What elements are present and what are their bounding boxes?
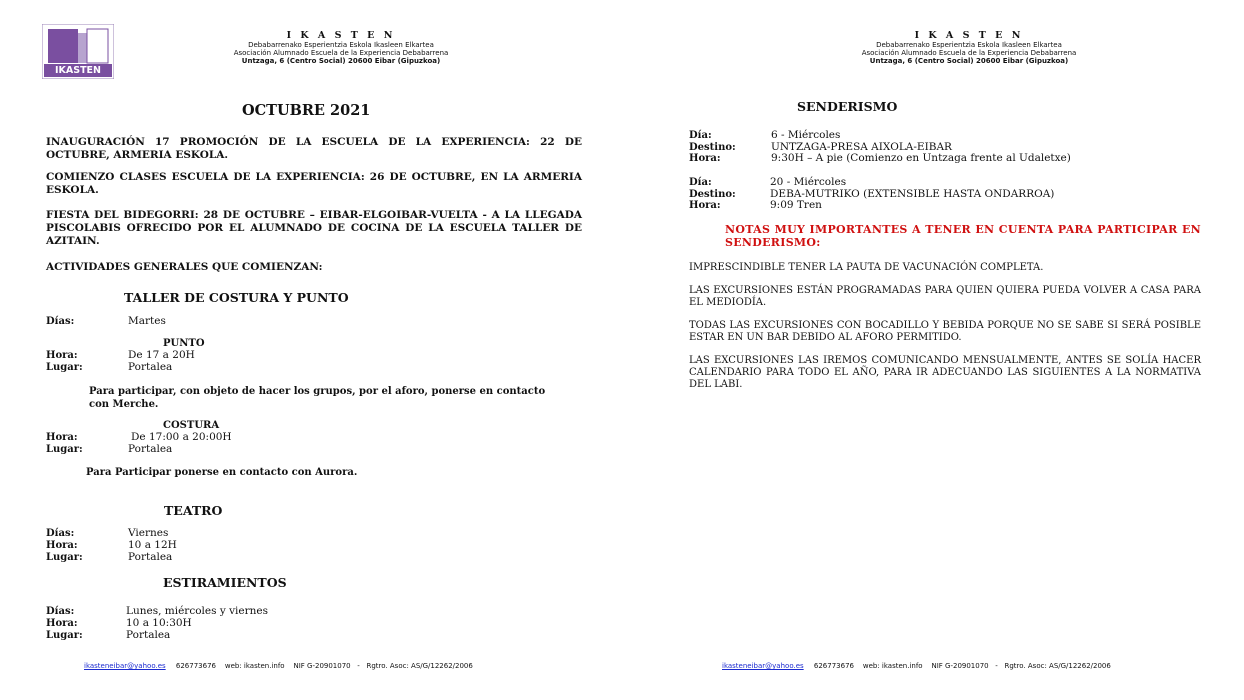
punto-hora-value: De 17 a 20H <box>128 349 195 361</box>
estiramientos-hora-label: Hora: <box>46 618 78 629</box>
announcement-classes: COMIENZO CLASES ESCUELA DE LA EXPERIENCIA: 26 DE OCTUBRE, EN LA ARMERIA ESKOLA. <box>46 171 582 196</box>
trip2-hora-value: 9:09 Tren <box>770 199 822 211</box>
estiramientos-dias-label: Días: <box>46 606 75 617</box>
trip1-dia-value: 6 - Miércoles <box>771 129 841 141</box>
footer-details: 626773676 web: ikasten.info NIF G-20901070 - Rgtro. Asoc: AS/G/12262/2006 <box>813 662 1111 670</box>
org-address: Untzaga, 6 (Centro Social) 20600 Eibar (Gipuzkoa) <box>869 57 1069 65</box>
note-vaccination: IMPRESCINDIBLE TENER LA PAUTA DE VACUNACIÓN COMPLETA. <box>689 262 1044 273</box>
senderismo-notes-title: NOTAS MUY IMPORTANTES A TENER EN CUENTA PARA PARTICIPAR EN SENDERISMO: <box>725 223 1201 249</box>
costura-hora-value: De 17:00 a 20:00H <box>131 431 232 443</box>
trip1-hora-value: 9:30H – A pie (Comienzo en Untzaga frente al Udaletxe) <box>771 152 1071 164</box>
trip2-destino-label: Destino: <box>689 189 736 200</box>
org-address: Untzaga, 6 (Centro Social) 20600 Eibar (Gipuzkoa) <box>241 57 441 65</box>
footer-details: 626773676 web: ikasten.info NIF G-20901070 - Rgtro. Asoc: AS/G/12262/2006 <box>175 662 473 670</box>
note-bocadillo: TODAS LAS EXCURSIONES CON BOCADILLO Y BEBIDA PORQUE NO SE SABE SI SERÁ POSIBLE ESTAR EN UN BAR DEBIDO AL AFORO PERMITIDO. <box>689 320 1201 343</box>
costura-contact-note: Para Participar ponerse en contacto con Aurora. <box>86 467 358 478</box>
trip1-destino-value: UNTZAGA-PRESA AIXOLA-EIBAR <box>771 141 952 153</box>
org-line-2: Asociación Alumnado Escuela de la Experiencia Debabarrena <box>233 49 449 57</box>
page1-footer <box>84 662 473 670</box>
trip2-dia-value: 20 - Miércoles <box>770 176 847 188</box>
announcement-bidegorri: FIESTA DEL BIDEGORRI: 28 DE OCTUBRE – EIBAR-ELGOIBAR-VUELTA - A LA LLEGADA PISCOLABIS OFRECIDO POR EL ALUMNADO DE COCINA DE LA ESCUELA TALLER DE AZITAIN. <box>46 209 582 247</box>
estiramientos-dias-value: Lunes, miércoles y viernes <box>126 605 268 617</box>
costura-title: COSTURA <box>163 420 220 431</box>
org-title: I K A S T E N <box>286 30 396 41</box>
trip2-hora-label: Hora: <box>689 200 721 211</box>
announcement-inauguration: INAUGURACIÓN 17 PROMOCIÓN DE LA ESCUELA DE LA EXPERIENCIA: 22 DE OCTUBRE, ARMERIA ESKOLA. <box>46 136 582 161</box>
punto-contact-note: Para participar, con objeto de hacer los grupos, por el aforo, ponerse en contacto con Merche. <box>89 386 546 410</box>
costura-dias-value: Martes <box>128 315 166 327</box>
org-line-1: Debabarrenako Esperientzia Eskola Ikasleen Elkartea <box>876 41 1062 49</box>
general-activities-heading: ACTIVIDADES GENERALES QUE COMIENZAN: <box>46 261 323 273</box>
org-line-1: Debabarrenako Esperientzia Eskola Ikasleen Elkartea <box>248 41 434 49</box>
punto-title: PUNTO <box>163 338 205 349</box>
estiramientos-hora-value: 10 a 10:30H <box>126 617 192 629</box>
estiramientos-section-title: ESTIRAMIENTOS <box>163 575 287 590</box>
trip2-destino-value: DEBA-MUTRIKO (EXTENSIBLE HASTA ONDARROA) <box>770 188 1055 200</box>
costura-lugar-value: Portalea <box>128 443 173 455</box>
trip1-hora-label: Hora: <box>689 153 721 164</box>
teatro-dias-value: Viernes <box>128 527 169 539</box>
costura-dias-label: Días: <box>46 316 75 327</box>
page2-header <box>838 30 1100 65</box>
trip2-dia-label: Día: <box>689 177 712 188</box>
logo-text: IKASTEN <box>54 65 101 76</box>
page1-header <box>210 30 472 65</box>
teatro-lugar-label: Lugar: <box>46 552 83 563</box>
punto-lugar-label: Lugar: <box>46 362 83 373</box>
trip1-dia-label: Día: <box>689 130 712 141</box>
teatro-lugar-value: Portalea <box>128 551 173 563</box>
month-heading: OCTUBRE 2021 <box>242 102 371 119</box>
note-monthly: LAS EXCURSIONES LAS IREMOS COMUNICANDO MENSUALMENTE, ANTES SE SOLÍA HACER CALENDARIO PARA TODO EL AÑO, PARA IR ADECUANDO LAS SIGUIENTES A LA NORMATIVA DEL LABI. <box>689 355 1201 390</box>
teatro-hora-label: Hora: <box>46 540 78 551</box>
senderismo-heading: SENDERISMO <box>797 99 898 114</box>
org-title: I K A S T E N <box>914 30 1024 41</box>
teatro-hora-value: 10 a 12H <box>128 539 177 551</box>
note-return-midday: LAS EXCURSIONES ESTÁN PROGRAMADAS PARA QUIEN QUIERA PUEDA VOLVER A CASA PARA EL MEDIODÍA. <box>689 285 1201 308</box>
ikasten-logo <box>42 24 114 79</box>
org-line-2: Asociación Alumnado Escuela de la Experiencia Debabarrena <box>861 49 1077 57</box>
punto-hora-label: Hora: <box>46 350 78 361</box>
trip1-destino-label: Destino: <box>689 142 736 153</box>
teatro-section-title: TEATRO <box>164 503 223 518</box>
costura-hora-label: Hora: <box>46 432 78 443</box>
punto-lugar-value: Portalea <box>128 361 173 373</box>
contact-email-link[interactable]: ikasteneibar@yahoo.es <box>722 662 804 670</box>
page2-footer <box>722 662 1111 670</box>
costura-section-title: TALLER DE COSTURA Y PUNTO <box>124 290 349 305</box>
teatro-dias-label: Días: <box>46 528 75 539</box>
estiramientos-lugar-value: Portalea <box>126 629 171 641</box>
costura-lugar-label: Lugar: <box>46 444 83 455</box>
contact-email-link[interactable]: ikasteneibar@yahoo.es <box>84 662 166 670</box>
estiramientos-lugar-label: Lugar: <box>46 630 83 641</box>
